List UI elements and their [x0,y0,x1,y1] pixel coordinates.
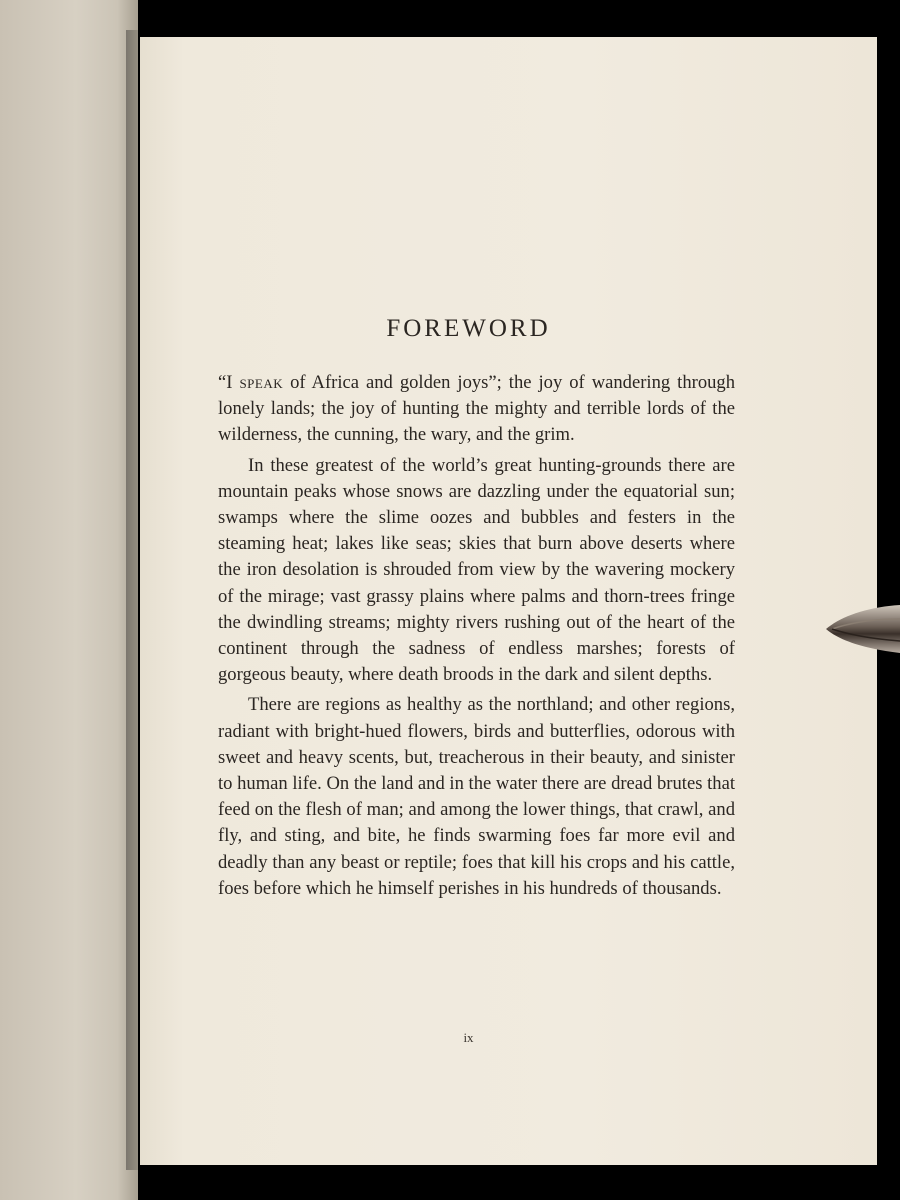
page-title: FOREWORD [386,315,551,342]
ribbon-bookmark-icon [826,603,900,655]
body-text [218,370,735,902]
paragraph-3: There are regions as healthy as the northland; and other regions, radiant with bright-hued flowers, birds and butterflies, odorous with sweet and heavy scents, but, treacherous in their beauty, and sinister to human life. On the land and in the water there are dread brutes that feed on the flesh of man; and among the lower things, that crawl, and fly, and sting, and bite, he finds swarming foes far more evil and deadly than any beast or reptile; foes that kill his crops and his cattle, foes before which he himself perishes in his hundreds of thousands. [218,694,735,899]
paragraph-2: In these greatest of the world’s great hunting-grounds there are mountain peaks whose snows are dazzling under the equatorial sun; swamps where the slime oozes and bubbles and festers in the steaming heat; lakes like seas; skies that burn above deserts where the iron desolation is shrouded from view by the wavering mockery of the mirage; vast grassy plains where palms and thorn-trees fringe the dwindling streams; mighty rivers rushing out of the heart of the continent through the sadness of endless marshes; forests of gorgeous beauty, where death broods in the dark and silent depths. [218,454,735,686]
open-quote: “I [218,372,240,393]
paragraph-1 [218,370,735,449]
page-number: ix [463,1030,474,1045]
small-caps-word: speak [239,372,284,393]
book-page [140,37,877,1165]
left-page-edge [0,0,138,1200]
paragraph-1-rest: of Africa and golden joys”; the joy of wandering through lonely lands; the joy of hunting the mighty and terrible lords of the wilderness, the cunning, the wary, and the grim. [218,372,736,446]
